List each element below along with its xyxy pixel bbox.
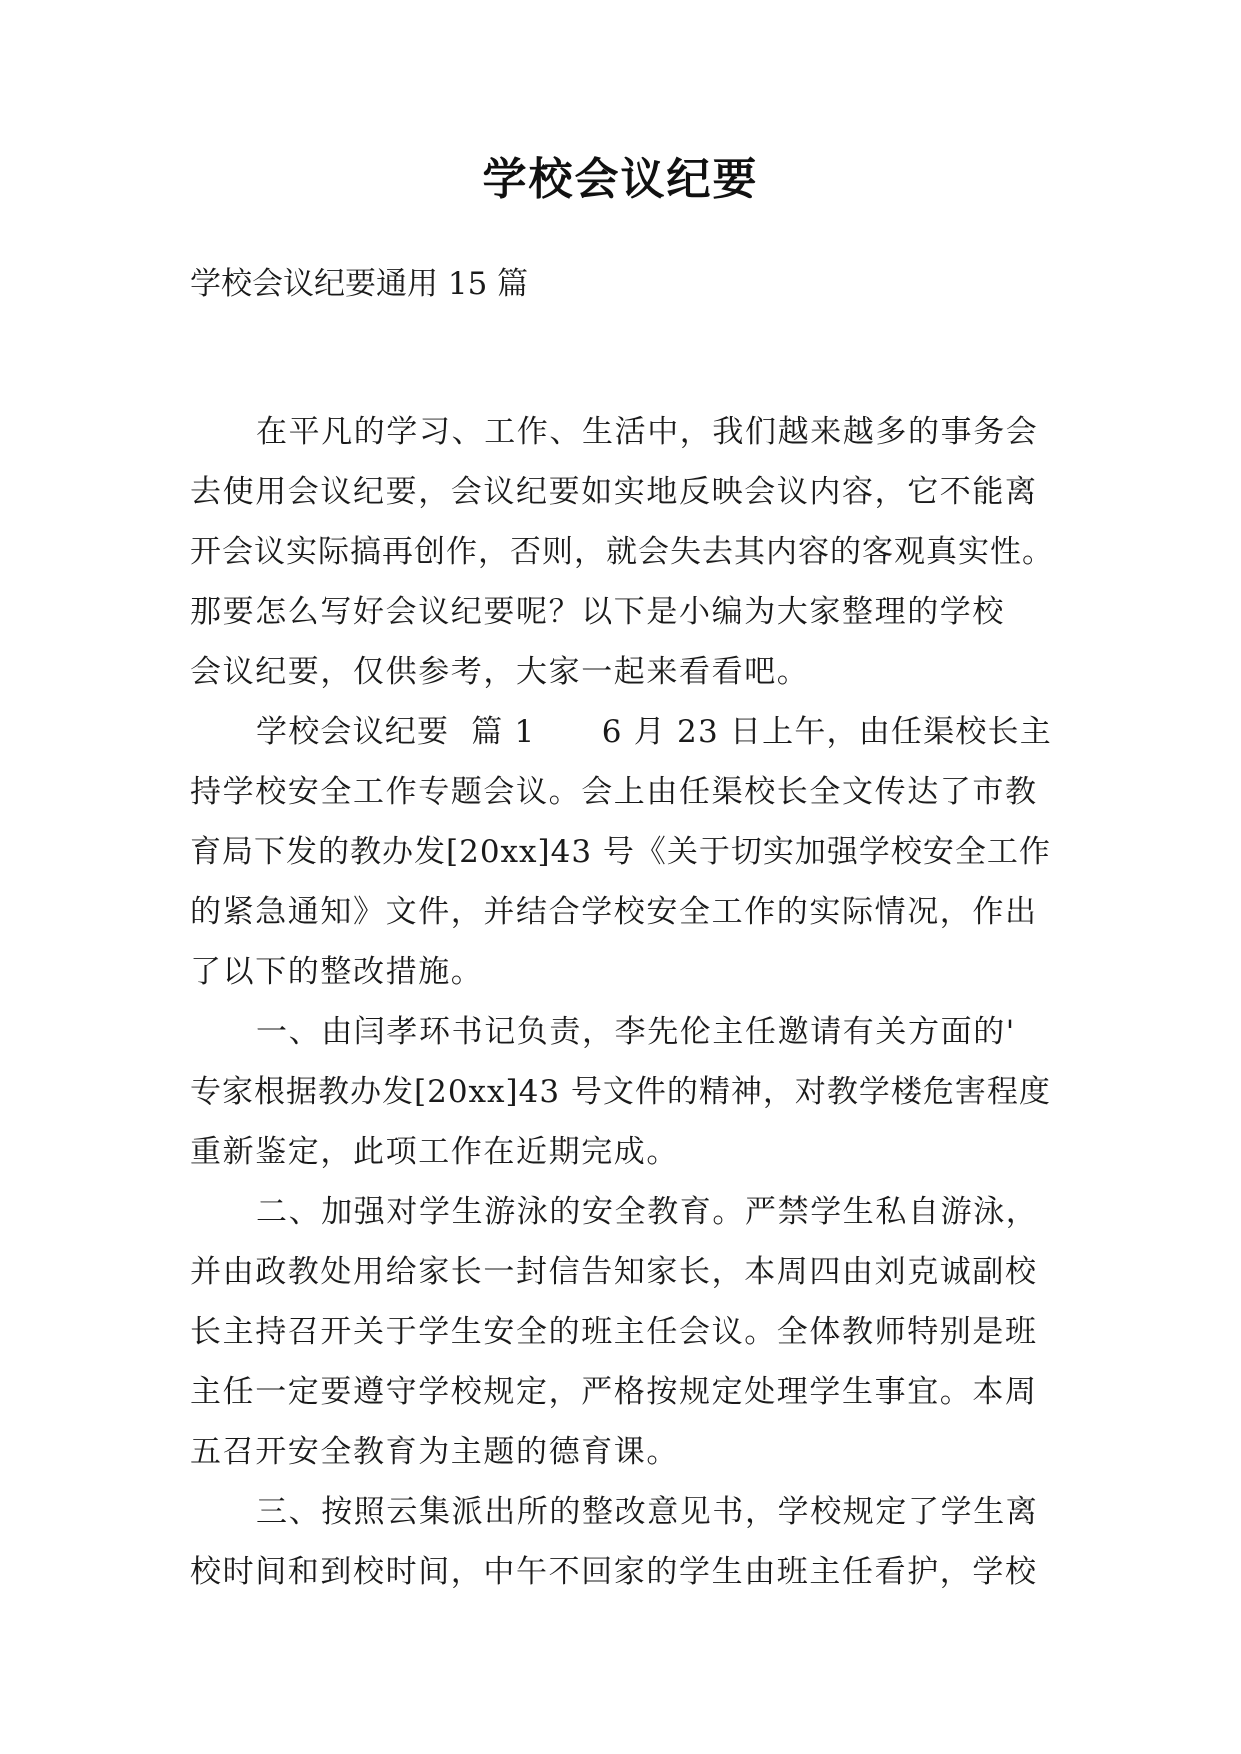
document-subtitle: 学校会议纪要通用 15 篇 xyxy=(190,266,529,302)
paragraph-item-3 xyxy=(190,1482,1050,1602)
text-line: 专家根据教办发[20xx]43 号文件的精神，对教学楼危害程度 xyxy=(190,1074,1051,1110)
text-line: 那要怎么写好会议纪要呢？以下是小编为大家整理的学校 xyxy=(190,594,1005,630)
text-line: 学校会议纪要 篇 1 6 月 23 日上午，由任渠校长主 xyxy=(256,714,1052,750)
text-line: 了以下的整改措施。 xyxy=(190,954,484,990)
text-line: 在平凡的学习、工作、生活中，我们越来越多的事务会 xyxy=(256,414,1039,450)
text-line: 开会议实际搞再创作，否则，就会失去其内容的客观真实性。 xyxy=(190,534,1054,570)
paragraph-intro xyxy=(190,402,1054,702)
text-line: 二、加强对学生游泳的安全教育。严禁学生私自游泳， xyxy=(256,1194,1039,1230)
text-line: 育局下发的教办发[20xx]43 号《关于切实加强学校安全工作 xyxy=(190,834,1051,870)
text-line: 五召开安全教育为主题的德育课。 xyxy=(190,1434,679,1470)
text-line: 主任一定要遵守学校规定，严格按规定处理学生事宜。本周 xyxy=(190,1374,1038,1410)
document-body xyxy=(190,402,1054,1602)
text-line: 三、按照云集派出所的整改意见书，学校规定了学生离 xyxy=(256,1494,1039,1530)
text-line: 校时间和到校时间，中午不回家的学生由班主任看护，学校 xyxy=(190,1554,1038,1590)
text-line: 会议纪要，仅供参考，大家一起来看看吧。 xyxy=(190,654,810,690)
text-line: 长主持召开关于学生安全的班主任会议。全体教师特别是班 xyxy=(190,1314,1038,1350)
text-line: 并由政教处用给家长一封信告知家长，本周四由刘克诚副校 xyxy=(190,1254,1038,1290)
paragraph-item-1 xyxy=(190,1002,1050,1182)
text-line: 持学校安全工作专题会议。会上由任渠校长全文传达了市教 xyxy=(190,774,1038,810)
text-line: 的紧急通知》文件，并结合学校安全工作的实际情况，作出 xyxy=(190,894,1038,930)
paragraph-section-1 xyxy=(190,702,1050,1002)
paragraph-item-2 xyxy=(190,1182,1050,1482)
text-line: 重新鉴定，此项工作在近期完成。 xyxy=(190,1134,679,1170)
text-line: 一、由闫孝环书记负责，李先伦主任邀请有关方面的' xyxy=(256,1014,1016,1050)
document-title: 学校会议纪要 xyxy=(482,154,759,205)
text-line: 去使用会议纪要，会议纪要如实地反映会议内容，它不能离 xyxy=(190,474,1038,510)
